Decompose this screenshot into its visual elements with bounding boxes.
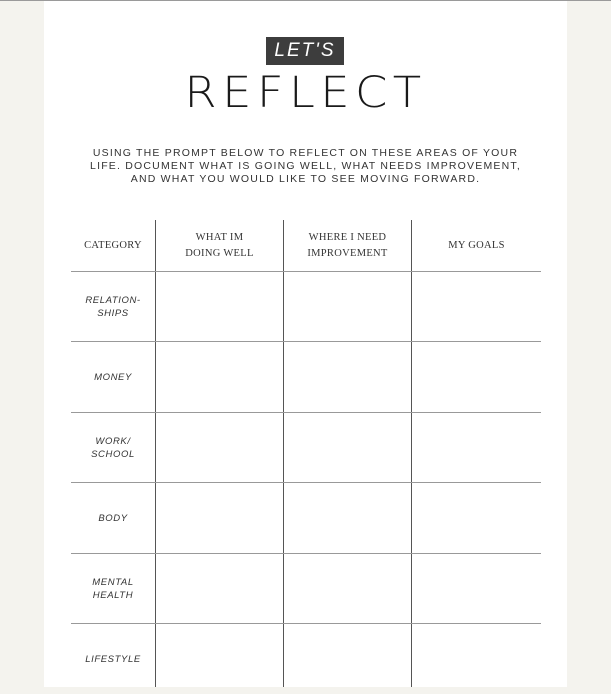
instructions [64, 147, 547, 186]
instructions-line-1: USING THE PROMPT BELOW TO REFLECT ON THESE AREAS OF YOUR [92, 147, 519, 159]
column-divider [411, 220, 412, 687]
instructions-line-3: AND WHAT YOU WOULD LIKE TO SEE MOVING FORWARD. [130, 173, 481, 185]
worksheet-page [44, 1, 567, 687]
column-divider [283, 220, 284, 687]
category-lifestyle: LIFESTYLE [85, 653, 141, 665]
header-improvement: WHERE I NEED IMPROVEMENT [307, 231, 388, 259]
category-relationships: RELATION- SHIPS [85, 295, 141, 319]
header-doing-well: WHAT IM DOING WELL [185, 231, 254, 259]
header-category: CATEGORY [84, 239, 142, 251]
instructions-line-2: LIFE. DOCUMENT WHAT IS GOING WELL, WHAT NEEDS IMPROVEMENT, [90, 160, 521, 172]
header-goals: MY GOALS [448, 239, 505, 251]
reflection-table [71, 220, 541, 687]
category-money: MONEY [94, 371, 132, 383]
column-divider [155, 220, 156, 687]
category-work-school: WORK/ SCHOOL [91, 436, 135, 460]
page-title: REFLECT [184, 68, 427, 118]
category-mental-health: MENTAL HEALTH [92, 577, 134, 601]
category-body: BODY [98, 512, 128, 524]
lets-badge: LET'S [266, 37, 344, 65]
